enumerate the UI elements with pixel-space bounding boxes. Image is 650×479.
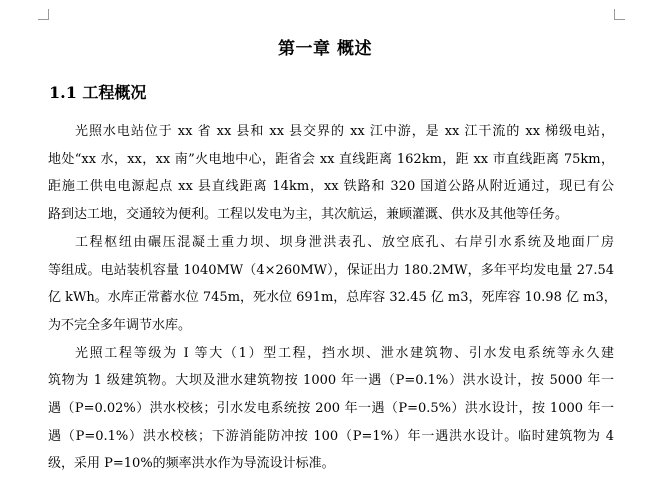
paragraph-line: 距施工供电电源起点 xx 县直线距离 14km，xx 铁路和 320 国道公路从附近通过，现已有公 [48,179,614,195]
margin-corner-mark-right [614,9,625,20]
paragraph-line: 为不完全多年调节水库。 [48,317,192,333]
paragraph-line: 遇（P=0.02%）洪水校核；引水发电系统按 200 年一遇（P=0.5%）洪水设计，按 1000 年一 [48,401,614,417]
paragraph-line: 亿 kWh。水库正常蓄水位 745m，死水位 691m，总库容 32.45 亿 m3，死库容 10.98 亿 m3， [48,290,617,306]
paragraph-line: 级，采用 P=10%的频率洪水作为导流设计标准。 [48,456,335,472]
document-body [48,118,617,478]
paragraph-hub [48,229,617,340]
section-heading: 1.1 工程概况 [49,83,147,102]
paragraph-line: 工程枢纽由碾压混凝土重力坝、坝身泄洪表孔、放空底孔、右岸引水系统及地面厂房 [75,234,614,250]
paragraph-line: 光照水电站位于 xx 省 xx 县和 xx 县交界的 xx 江中游，是 xx 江干流的 xx 梯级电站， [75,124,614,139]
paragraph-line: 筑物为 1 级建筑物。大坝及泄水建筑物按 1000 年一遇（P=0.1%）洪水设计，按 5000 年一 [48,373,614,389]
margin-corner-mark-left [38,9,49,20]
paragraph-line: 地处“xx 水，xx，xx 南”火电地中心，距省会 xx 直线距离 162km，距 xx 市直线距离 75km， [48,151,614,167]
paragraph-line: 光照工程等级为 I 等大（1）型工程，挡水坝、泄水建筑物、引水发电系统等永久建 [75,345,614,361]
paragraph-line: 路到达工地，交通较为便利。工程以发电为主，其次航运，兼顾灌溉、供水及其他等任务。 [48,207,569,223]
paragraph-line: 等组成。电站装机容量 1040MW（4×260MW），保证出力 180.2MW，多年平均发电量 27.54 [48,262,614,278]
paragraph-overview [48,118,614,229]
chapter-title: 第一章 概述 [278,39,372,59]
paragraph-grade [48,340,614,479]
paragraph-line: 遇（P=0.1%）洪水校核；下游消能防冲按 100（P=1%）年一遇洪水设计。临时建筑物为 4 [48,428,614,444]
